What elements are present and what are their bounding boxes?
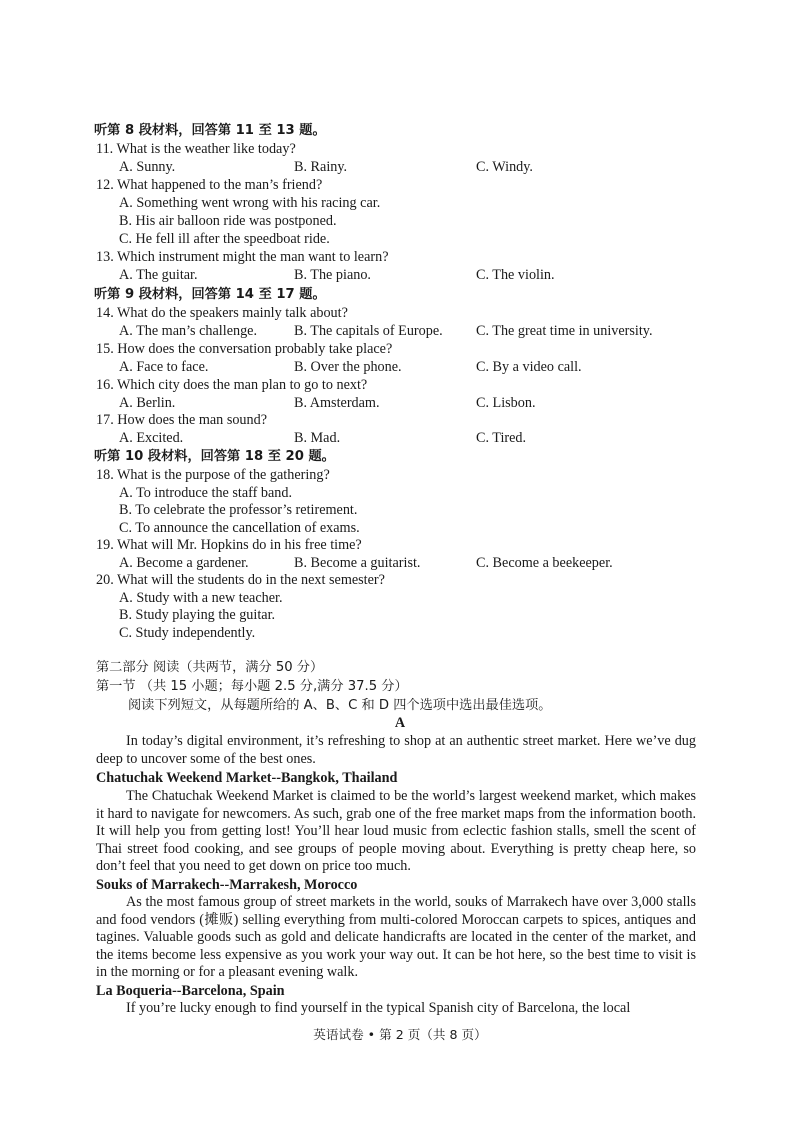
q13-option-c: C. The violin. — [476, 267, 555, 283]
section-9-header: 听第 9 段材料，回答第 14 至 17 题。 — [94, 287, 326, 302]
market-3-title: La Boqueria--Barcelona, Spain — [96, 983, 285, 999]
q19-option-a: A. Become a gardener. — [119, 555, 249, 571]
question-19: 19. What will Mr. Hopkins do in his free time? — [96, 537, 362, 553]
passage-intro — [96, 733, 696, 768]
q20-option-c: C. Study independently. — [119, 625, 256, 641]
market-3-paragraph — [96, 1000, 696, 1018]
market-2-paragraph — [96, 894, 696, 982]
q13-option-b: B. The piano. — [294, 267, 371, 283]
question-14: 14. What do the speakers mainly talk about? — [96, 305, 348, 321]
question-20: 20. What will the students do in the next semester? — [96, 572, 385, 588]
q14-option-a: A. The man’s challenge. — [119, 323, 258, 339]
question-11: 11. What is the weather like today? — [96, 141, 296, 157]
q12-option-a: A. Something went wrong with his racing car. — [119, 195, 381, 211]
q14-option-c: C. The great time in university. — [476, 323, 653, 339]
q19-option-b: B. Become a guitarist. — [294, 555, 421, 571]
passage-intro-text: In today’s digital environment, it’s refreshing to shop at an authentic street market. Here we’ve dug deep to uncover some of the best ones. — [96, 733, 696, 767]
q18-option-a: A. To introduce the staff band. — [119, 485, 293, 501]
q12-option-b: B. His air balloon ride was postponed. — [119, 213, 337, 229]
q12-option-c: C. He fell ill after the speedboat ride. — [119, 231, 330, 247]
section-8-header: 听第 8 段材料，回答第 11 至 13 题。 — [94, 123, 326, 138]
q16-option-c: C. Lisbon. — [476, 395, 536, 411]
question-13: 13. Which instrument might the man want to learn? — [96, 249, 389, 265]
q18-option-c: C. To announce the cancellation of exams. — [119, 520, 360, 536]
passage-label: A — [394, 715, 406, 731]
q17-option-a: A. Excited. — [119, 430, 184, 446]
q15-option-c: C. By a video call. — [476, 359, 582, 375]
market-3-text: If you’re lucky enough to find yourself in the typical Spanish city of Barcelona, the local — [126, 1000, 631, 1016]
q11-option-b: B. Rainy. — [294, 159, 348, 175]
q18-option-b: B. To celebrate the professor’s retirement. — [119, 502, 358, 518]
q17-option-b: B. Mad. — [294, 430, 341, 446]
reading-section-title: 第一节 （共 15 小题；每小题 2.5 分,满分 37.5 分） — [96, 679, 408, 694]
question-15: 15. How does the conversation probably take place? — [96, 341, 393, 357]
q17-option-c: C. Tired. — [476, 430, 527, 446]
q19-option-c: C. Become a beekeeper. — [476, 555, 613, 571]
q11-option-c: C. Windy. — [476, 159, 533, 175]
q20-option-a: A. Study with a new teacher. — [119, 590, 283, 606]
market-1-paragraph — [96, 788, 696, 876]
reading-part-title: 第二部分 阅读（共两节，满分 50 分） — [96, 660, 324, 675]
q15-option-a: A. Face to face. — [119, 359, 209, 375]
question-18: 18. What is the purpose of the gathering? — [96, 467, 330, 483]
q16-option-b: B. Amsterdam. — [294, 395, 380, 411]
q16-option-a: A. Berlin. — [119, 395, 176, 411]
question-12: 12. What happened to the man’s friend? — [96, 177, 323, 193]
question-16: 16. Which city does the man plan to go to next? — [96, 377, 368, 393]
market-1-text: The Chatuchak Weekend Market is claimed to be the world’s largest weekend market, which makes it hard to navigate for newcomers. As such, grab one of the free market maps from the information booth. It will help you from getting lost! You’ll hear loud music from eclectic fashion stalls, smell the scent of Thai street food cooking, and see groups of people moving about. Everything is pretty cheap here, so don’t feel that you need to get down on price too much. — [96, 788, 696, 875]
market-1-title: Chatuchak Weekend Market--Bangkok, Thailand — [96, 770, 398, 786]
market-2-title: Souks of Marrakech--Marrakesh, Morocco — [96, 877, 358, 893]
q15-option-b: B. Over the phone. — [294, 359, 402, 375]
question-17: 17. How does the man sound? — [96, 412, 268, 428]
section-10-header: 听第 10 段材料，回答第 18 至 20 题。 — [94, 449, 335, 464]
page-footer: 英语试卷 • 第 2 页（共 8 页） — [313, 1027, 487, 1042]
q13-option-a: A. The guitar. — [119, 267, 198, 283]
q14-option-b: B. The capitals of Europe. — [294, 323, 443, 339]
market-2-text: As the most famous group of street markets in the world, souks of Marrakech have over 3,000 stalls and food vendors (摊贩) selling everything from multi-colored Moroccan carpets to spices, antiques and tagines. Valuable goods such as gold and delicate handicrafts are located in the center of the market, and the items become less expensive as you work your way out. It can be hot here, so the best time to visit is in the morning or for a pleasant evening walk. — [96, 894, 696, 981]
q11-option-a: A. Sunny. — [119, 159, 176, 175]
reading-instruction: 阅读下列短文，从每题所给的 A、B、C 和 D 四个选项中选出最佳选项。 — [128, 698, 552, 713]
q20-option-b: B. Study playing the guitar. — [119, 607, 276, 623]
